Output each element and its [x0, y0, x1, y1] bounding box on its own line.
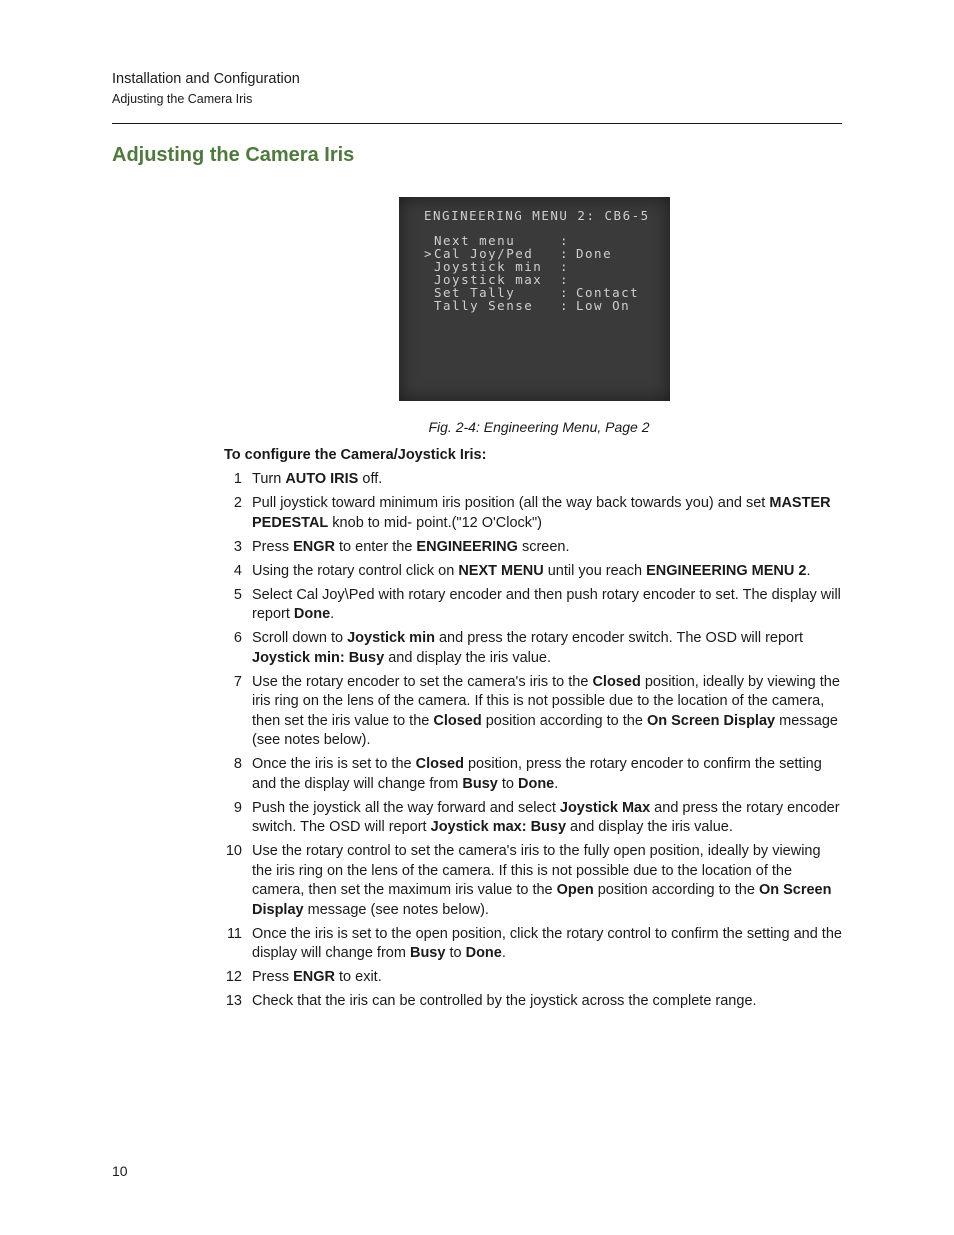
- osd-separator: :: [560, 246, 570, 261]
- osd-title: ENGINEERING MENU 2: CB6-5: [424, 208, 650, 223]
- step-text-run: until you reach: [543, 562, 647, 579]
- step-number: 4: [233, 562, 242, 579]
- step-text-bold: Done: [518, 775, 555, 792]
- step-text-run: to: [497, 775, 518, 792]
- step-text-run: Use the rotary control to set the camera's iris to the fully open position, ideally by viewing the iris ring on the lens of the camera. If this is not possible due to the location of the camera, then set the maximum iris value to the: [252, 843, 821, 898]
- step-text-bold: Busy: [409, 945, 446, 961]
- header-section: Installation and Configuration: [112, 71, 300, 87]
- step-text-run: Use the rotary encoder to set the camera's iris to the: [252, 673, 593, 690]
- step-text-bold: Done: [293, 606, 331, 622]
- step-text-run: knob to mid- point.("12 O'Clock"): [328, 514, 543, 531]
- osd-separator: :: [560, 233, 570, 248]
- step-text-bold: ENGINEERING MENU 2: [646, 562, 807, 579]
- step-text: [252, 755, 844, 794]
- step-text-run: to exit.: [335, 969, 382, 985]
- step-text-run: Push the joystick all the way forward and select: [252, 799, 560, 816]
- osd-item-value: Low On: [576, 298, 631, 313]
- step-text: [252, 586, 844, 625]
- page-number: 10: [112, 1163, 128, 1179]
- step-text-run: to enter the: [335, 538, 417, 555]
- step-text-bold: AUTO IRIS: [285, 471, 359, 487]
- step-text-run: Press: [252, 538, 294, 555]
- step-text-run: off.: [358, 471, 383, 487]
- step-text-run: position according to the: [593, 882, 759, 898]
- step-number: 2: [233, 495, 242, 511]
- procedure-steps: [224, 470, 844, 1016]
- step-text-run: Select Cal Joy\Ped with rotary encoder and then push rotary encoder to set. The display will report: [252, 586, 841, 622]
- step-text-run: Check that the iris can be controlled by the joystick across the complete range.: [252, 993, 757, 1009]
- step-text-run: message (see notes below).: [252, 712, 838, 748]
- procedure-step: [224, 842, 844, 920]
- step-text-run: position according to the: [481, 712, 647, 729]
- procedure-step: [224, 673, 844, 751]
- step-text: [252, 470, 844, 490]
- step-text-run: Once the iris is set to the: [252, 756, 416, 772]
- osd-menu-row: [424, 299, 630, 312]
- header-subsection: Adjusting the Camera Iris: [112, 92, 253, 106]
- step-text-bold: Joystick max: Busy: [430, 819, 567, 835]
- osd-item-label: Set Tally: [434, 285, 516, 300]
- step-text: [252, 992, 844, 1012]
- procedure-step: [224, 755, 844, 794]
- step-number: 10: [225, 843, 242, 859]
- step-text-run: Press: [252, 969, 294, 985]
- procedure-step: [224, 992, 844, 1012]
- step-number: 5: [233, 586, 242, 603]
- osd-separator: :: [560, 272, 570, 287]
- step-text: [252, 494, 844, 533]
- osd-item-label: Tally Sense: [434, 298, 534, 313]
- step-text-bold: Joystick Max: [559, 799, 651, 816]
- step-text-run: Turn: [252, 471, 286, 487]
- procedure-step: [224, 925, 844, 964]
- procedure-step: [224, 799, 844, 838]
- procedure-step: [224, 586, 844, 625]
- procedure-step: [224, 538, 844, 558]
- step-number: 7: [233, 673, 242, 690]
- procedure-step: [224, 494, 844, 533]
- step-text-run: message (see notes below).: [303, 901, 489, 918]
- step-text-bold: ENGR: [293, 969, 335, 985]
- step-text: [252, 925, 844, 964]
- step-number: 6: [233, 630, 242, 646]
- step-text-run: to: [445, 945, 466, 961]
- step-text-run: position, press the rotary encoder to confirm the setting and the display will change from: [252, 756, 822, 792]
- procedure-step: [224, 629, 844, 668]
- step-text-run: screen.: [517, 538, 570, 555]
- step-text-run: .: [806, 562, 811, 579]
- step-text: [252, 968, 844, 988]
- step-text-run: .: [501, 945, 506, 961]
- step-text-bold: On Screen Display: [252, 882, 832, 918]
- step-text: [252, 562, 844, 582]
- step-number: 12: [225, 969, 242, 985]
- step-text-run: and display the iris value.: [566, 819, 733, 835]
- step-text-bold: Joystick min: [347, 630, 435, 646]
- step-text: [252, 799, 844, 838]
- step-number: 13: [225, 993, 242, 1009]
- step-text-bold: NEXT MENU: [458, 562, 544, 579]
- step-text: [252, 538, 844, 558]
- step-text-bold: ENGINEERING: [416, 538, 518, 555]
- step-text: [252, 673, 844, 751]
- procedure-step: [224, 968, 844, 988]
- step-text-bold: On Screen Display: [646, 712, 776, 729]
- step-text-bold: Closed: [592, 673, 641, 690]
- step-text: [252, 629, 844, 668]
- step-text-bold: Done: [465, 945, 502, 961]
- procedure-title: To configure the Camera/Joystick Iris:: [224, 447, 487, 463]
- header-rule: [112, 123, 842, 124]
- step-text-bold: ENGR: [293, 538, 335, 555]
- step-text-run: position, ideally by viewing the iris ring on the lens of the camera. If this is not possible due to the location of the camera, then set the iris value to the: [252, 673, 840, 729]
- step-text-run: .: [330, 606, 335, 622]
- step-text-run: and press the rotary encoder switch. The OSD will report: [434, 630, 803, 646]
- step-text-bold: Joystick min: Busy: [252, 649, 385, 666]
- step-text-bold: MASTER PEDESTAL: [252, 495, 831, 531]
- osd-separator: :: [560, 298, 570, 313]
- step-number: 8: [233, 756, 242, 772]
- step-text-bold: Busy: [462, 775, 498, 792]
- step-number: 9: [233, 799, 242, 816]
- step-text-run: Pull joystick toward minimum iris position (all the way back towards you) and set: [252, 495, 770, 511]
- step-text-run: and press the rotary encoder switch. The OSD will report: [252, 799, 840, 835]
- page-title: Adjusting the Camera Iris: [112, 144, 355, 166]
- step-number: 3: [233, 538, 242, 555]
- osd-item-label: Joystick max: [434, 272, 543, 287]
- procedure-step: [224, 470, 844, 490]
- osd-cursor: >: [424, 246, 434, 261]
- step-text-run: Scroll down to: [252, 630, 348, 646]
- procedure-step: [224, 562, 844, 582]
- osd-item-label: Cal Joy/Ped: [434, 246, 534, 261]
- step-number: 11: [226, 925, 242, 942]
- osd-screenshot: [399, 197, 670, 401]
- osd-item-value: Done: [576, 246, 613, 261]
- step-text: [252, 842, 844, 920]
- step-text-bold: Open: [556, 882, 594, 898]
- step-text-run: .: [554, 775, 559, 792]
- step-text-run: Using the rotary control click on: [252, 562, 459, 579]
- step-text-bold: Closed: [433, 712, 482, 729]
- step-text-run: Once the iris is set to the open position, click the rotary control to confirm the setting and the display will change from: [252, 925, 842, 961]
- osd-separator: :: [560, 285, 570, 300]
- osd-separator: :: [560, 259, 570, 274]
- step-text-bold: Closed: [415, 756, 464, 772]
- step-text-run: and display the iris value.: [384, 649, 552, 666]
- figure-caption: Fig. 2-4: Engineering Menu, Page 2: [428, 419, 650, 435]
- osd-item-label: Next menu: [434, 233, 516, 248]
- step-number: 1: [233, 471, 242, 487]
- osd-item-value: Contact: [576, 285, 640, 300]
- osd-item-label: Joystick min: [434, 259, 543, 274]
